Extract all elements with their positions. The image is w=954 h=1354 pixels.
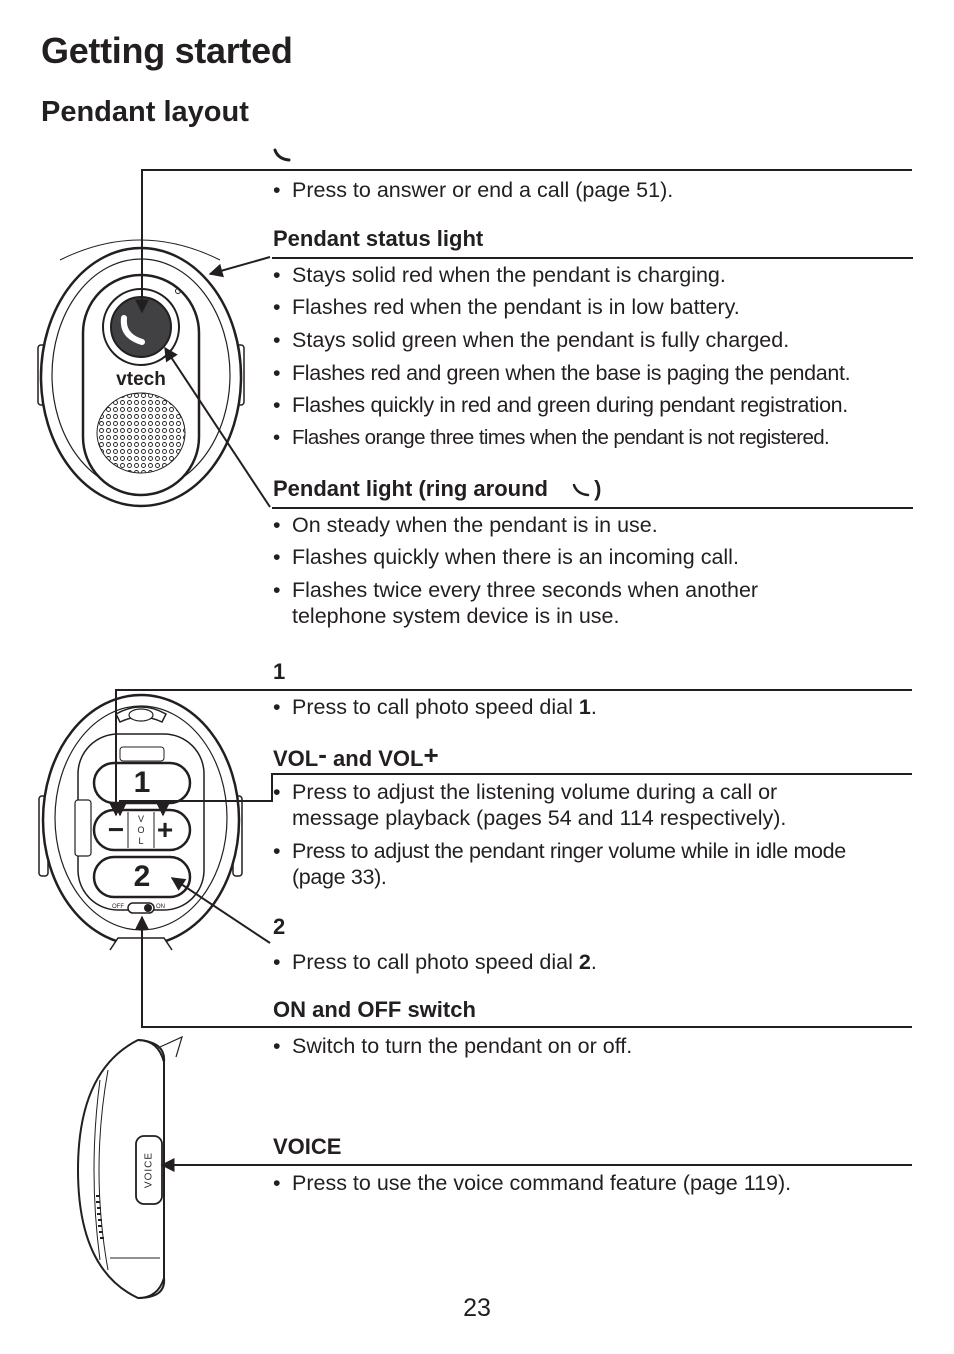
list-item: • Flashes twice every three seconds when another telephone system device is in use. — [273, 578, 759, 628]
list-item: • Flashes red and green when the base is paging the pendant. — [273, 361, 851, 385]
list-item: • Stays solid green when the pendant is fully charged. — [273, 328, 790, 352]
list-item: • Flashes red when the pendant is in low battery. — [273, 295, 740, 319]
voice-heading: VOICE — [273, 1134, 342, 1159]
list-item: • Press to answer or end a call (page 51). — [273, 178, 674, 202]
status-light-heading: Pendant status light — [273, 226, 484, 251]
key-1-heading: 1 — [273, 659, 286, 684]
list-item: • Press to call photo speed dial 1. — [273, 695, 597, 719]
page-title: Getting started — [41, 30, 293, 71]
list-item: • Flashes quickly when there is an incoming call. — [273, 545, 739, 569]
divider — [272, 257, 913, 259]
switch-off-label: OFF — [112, 904, 124, 910]
page-number: 23 — [463, 1294, 491, 1322]
list-item: • Press to adjust the listening volume during a call or message playback (pages 54 and 114 respectively). — [273, 780, 787, 830]
list-item: • Switch to turn the pendant on or off. — [273, 1034, 633, 1058]
vol-letter-l: L — [138, 836, 144, 846]
divider — [272, 507, 913, 509]
switch-on-label: ON — [156, 904, 165, 910]
key-1-label: 1 — [133, 766, 151, 799]
ring-light-heading: Pendant light (ring around ) — [273, 476, 602, 501]
list-item: • Press to adjust the pendant ringer volume while in idle mode (page 33). — [273, 839, 846, 889]
vol-letter-v: V — [137, 814, 144, 824]
phone-icon — [273, 145, 303, 165]
list-item: • Flashes quickly in red and green during pendant registration. — [273, 393, 848, 417]
list-item: • Press to use the voice command feature (page 119). — [273, 1171, 792, 1195]
pendant-side-view — [78, 1037, 182, 1298]
on-off-heading: ON and OFF switch — [273, 997, 476, 1022]
list-item: • Flashes orange three times when the pendant is not registered. — [273, 426, 830, 449]
key-2-label: 2 — [133, 860, 151, 893]
key-2-heading: 2 — [273, 914, 286, 939]
list-item: • Stays solid red when the pendant is charging. — [273, 263, 726, 287]
volume-heading: VOL- and VOL+ — [273, 739, 439, 771]
phone-icon — [572, 482, 594, 498]
list-item: • Press to call photo speed dial 2. — [273, 950, 597, 974]
list-item: • On steady when the pendant is in use. — [273, 513, 658, 537]
vol-plus-label: + — [156, 814, 174, 845]
vol-letter-o: O — [137, 825, 145, 835]
section-title: Pendant layout — [41, 96, 249, 128]
brand-logo: vtech — [116, 369, 166, 390]
vol-minus-label: − — [107, 814, 125, 845]
voice-button-label: VOICE — [143, 1151, 155, 1189]
